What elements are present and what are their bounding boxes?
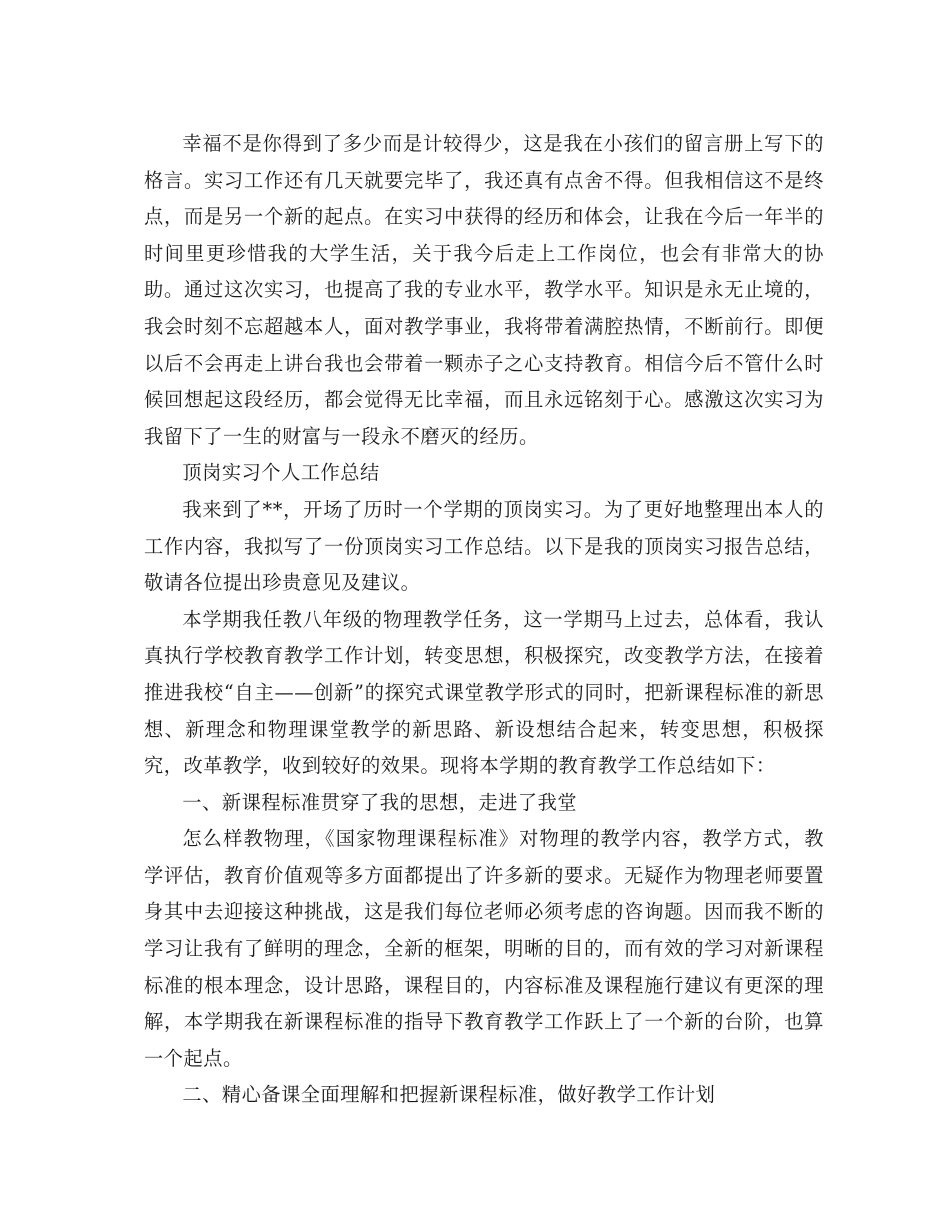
heading-section-two: 二、精心备课全面理解和把握新课程标准，做好教学工作计划 — [182, 1083, 716, 1107]
section-title: 顶岗实习个人工作总结 — [182, 461, 380, 485]
heading-section-one: 一、新课程标准贯穿了我的思想，走进了我堂 — [182, 790, 578, 814]
paragraph-curriculum-standard: 怎么样教物理，《国家物理课程标准》对物理的教学内容，教学方式，教学评估，教育价值观等多方面都提出了许多新的要求。无疑作为物理老师要置身其中去迎接这种挑战，这是我们每位老师必须考虑的咨询题。因而我不断的学习让我有了鲜明的理念，全新的框架，明晰的目的，而有效的学习对新课程标准的根本理念，设计思路，课程目的，内容标准及课程施行建议有更深的理解，本学期我在新课程标准的指导下教育教学工作跃上了一个新的台阶，也算一个起点。 — [144, 827, 824, 1070]
paragraph-intro: 我来到了**，开场了历时一个学期的顶岗实习。为了更好地整理出本人的工作内容，我拟写了一份顶岗实习工作总结。以下是我的顶岗实习报告总结，敬请各位提出珍贵意见及建议。 — [144, 497, 824, 595]
document-body — [144, 126, 824, 1114]
paragraph-overview: 本学期我任教八年级的物理教学任务，这一学期马上过去，总体看，我认真执行学校教育教学工作计划，转变思想，积极探究，改变教学方法，在接着推进我校“自主——创新”的探究式课堂教学形式的同时，把新课程标准的新思想、新理念和物理课堂教学的新思路、新设想结合起来，转变思想，积极探究，改革教学，收到较好的效果。现将本学期的教育教学工作总结如下： — [144, 607, 824, 778]
paragraph-internship-reflection: 幸福不是你得到了多少而是计较得少，这是我在小孩们的留言册上写下的格言。实习工作还有几天就要完毕了，我还真有点舍不得。但我相信这不是终点，而是另一个新的起点。在实习中获得的经历和体会，让我在今后一年半的时间里更珍惜我的大学生活，关于我今后走上工作岗位，也会有非常大的协助。通过这次实习，也提高了我的专业水平，教学水平。知识是永无止境的，我会时刻不忘超越本人，面对教学事业，我将带着满腔热情，不断前行。即便以后不会再走上讲台我也会带着一颗赤子之心支持教育。相信今后不管什么时候回想起这段经历，都会觉得无比幸福，而且永远铭刻于心。感激这次实习为我留下了一生的财富与一段永不磨灭的经历。 — [144, 132, 824, 448]
